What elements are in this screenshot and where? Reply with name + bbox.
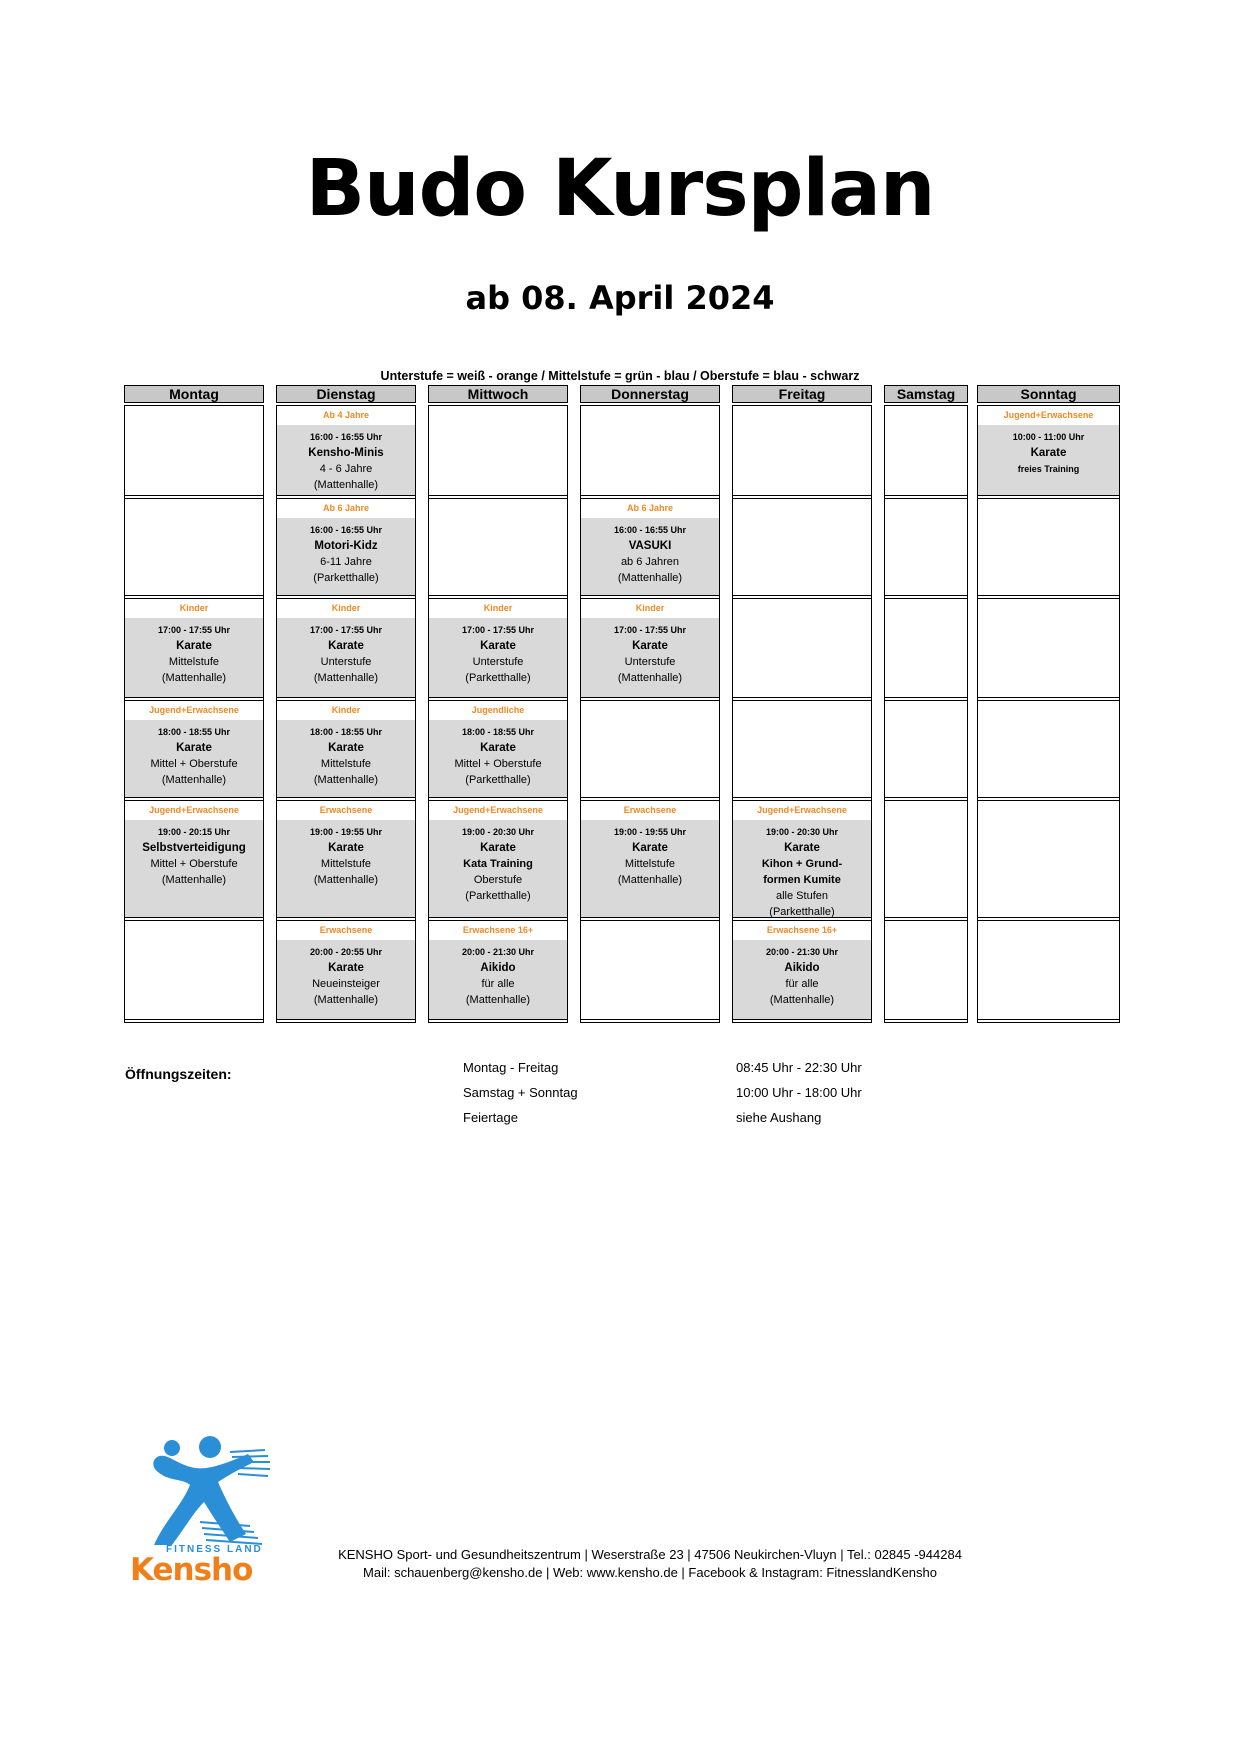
course-location: (Mattenhalle): [617, 874, 683, 886]
course-time: 17:00 - 17:55 Uhr: [461, 625, 535, 635]
course-time: 18:00 - 18:55 Uhr: [309, 727, 383, 737]
course-time: 19:00 - 20:30 Uhr: [461, 827, 535, 837]
course-cell: [977, 405, 1120, 496]
course-level: Neueinsteiger: [312, 978, 380, 990]
course-details: [429, 720, 567, 798]
course-details: [125, 720, 263, 798]
course-name: Karate: [328, 842, 364, 854]
course-level: Mittel + Oberstufe: [150, 858, 238, 870]
level-legend: Unterstufe = weiß - orange / Mittelstufe = grün - blau / Oberstufe = blau - schwarz: [380, 369, 860, 383]
day-header: Freitag: [732, 385, 872, 403]
empty-cell: [977, 920, 1120, 1020]
course-level: Mittelstufe: [624, 858, 676, 870]
course-location: (Mattenhalle): [161, 774, 227, 786]
course-time: 17:00 - 17:55 Uhr: [613, 625, 687, 635]
footer-contact: Mail: schauenberg@kensho.de | Web: www.kensho.de | Facebook & Instagram: FitnesslandKensho: [363, 1565, 937, 1580]
course-category: Erwachsene 16+: [429, 921, 567, 940]
empty-cell: [124, 405, 264, 496]
day-column: [977, 385, 1120, 1025]
course-name: VASUKI: [628, 540, 672, 552]
course-name: Kensho-Minis: [308, 447, 384, 459]
course-level: Unterstufe: [472, 656, 524, 668]
course-name: Karate: [480, 742, 516, 754]
course-subtitle: Kata Training: [463, 858, 533, 870]
day-header: Dienstag: [276, 385, 416, 403]
day-header: Mittwoch: [428, 385, 568, 403]
course-cell: [276, 405, 416, 496]
course-category: Erwachsene: [277, 921, 415, 940]
course-level: Unterstufe: [320, 656, 372, 668]
empty-cell: [732, 405, 872, 496]
course-level: 4 - 6 Jahre: [319, 463, 373, 475]
course-cell: [428, 920, 568, 1020]
logo-name: Kensho: [130, 1552, 253, 1588]
course-details: [277, 820, 415, 918]
day-header: Sonntag: [977, 385, 1120, 403]
course-location: (Mattenhalle): [313, 479, 379, 491]
course-category: Jugend+Erwachsene: [978, 406, 1119, 425]
day-column: [732, 385, 872, 1025]
course-location: (Mattenhalle): [769, 994, 835, 1006]
empty-cell: [732, 498, 872, 596]
empty-cell: [124, 498, 264, 596]
course-name: Karate: [328, 640, 364, 652]
course-name: Karate: [784, 842, 820, 854]
course-cell: [428, 700, 568, 798]
day-column: [124, 385, 264, 1025]
course-category: Jugend+Erwachsene: [733, 801, 871, 820]
course-name: Karate: [480, 640, 516, 652]
course-level: alle Stufen: [776, 890, 828, 902]
course-name: Karate: [328, 962, 364, 974]
opening-hours-label: Öffnungszeiten:: [125, 1066, 232, 1082]
course-cell: [580, 498, 720, 596]
course-category: Jugend+Erwachsene: [125, 801, 263, 820]
empty-cell: [977, 598, 1120, 698]
course-details: [277, 720, 415, 798]
course-cell: [276, 498, 416, 596]
course-location: (Mattenhalle): [465, 994, 531, 1006]
course-details: [277, 940, 415, 1020]
empty-cell: [732, 700, 872, 798]
empty-cell: [977, 498, 1120, 596]
course-time: 19:00 - 19:55 Uhr: [309, 827, 383, 837]
course-cell: [276, 800, 416, 918]
course-level: für alle: [481, 978, 515, 990]
course-name: Motori-Kidz: [314, 540, 378, 552]
course-category: Jugend+Erwachsene: [125, 701, 263, 720]
course-details: [125, 618, 263, 698]
empty-cell: [977, 700, 1120, 798]
course-details: [978, 425, 1119, 496]
page-title: Budo Kursplan: [305, 144, 935, 234]
day-column: [884, 385, 968, 1025]
course-details: [277, 518, 415, 596]
course-cell: [124, 800, 264, 918]
course-cell: [276, 920, 416, 1020]
course-subtitle: Kihon + Grund-: [761, 858, 843, 870]
empty-cell: [580, 920, 720, 1020]
empty-cell: [977, 800, 1120, 918]
course-level: 6-11 Jahre: [320, 556, 372, 568]
course-time: 19:00 - 20:15 Uhr: [157, 827, 231, 837]
empty-cell: [884, 700, 968, 798]
course-time: 16:00 - 16:55 Uhr: [309, 525, 383, 535]
page-subtitle: ab 08. April 2024: [465, 279, 775, 317]
logo-tagline: FITNESS LAND: [166, 1544, 263, 1555]
empty-cell: [884, 800, 968, 918]
course-details: [429, 940, 567, 1020]
course-category: Jugend+Erwachsene: [429, 801, 567, 820]
empty-cell: [124, 920, 264, 1020]
course-name: Aikido: [784, 962, 820, 974]
day-header: Samstag: [884, 385, 968, 403]
course-details: [277, 425, 415, 496]
opening-time: siehe Aushang: [736, 1110, 822, 1125]
course-category: Jugendliche: [429, 701, 567, 720]
course-name: Karate: [480, 842, 516, 854]
course-time: 18:00 - 18:55 Uhr: [461, 727, 535, 737]
course-cell: [428, 800, 568, 918]
course-level: Mittelstufe: [320, 758, 372, 770]
course-level: Oberstufe: [473, 874, 523, 886]
course-cell: [276, 700, 416, 798]
empty-cell: [884, 598, 968, 698]
course-location: (Mattenhalle): [617, 672, 683, 684]
course-category: Kinder: [277, 701, 415, 720]
course-details: [733, 820, 871, 918]
opening-time: 08:45 Uhr - 22:30 Uhr: [736, 1060, 862, 1075]
course-time: 20:00 - 20:55 Uhr: [309, 947, 383, 957]
course-category: Ab 4 Jahre: [277, 406, 415, 425]
course-cell: [732, 920, 872, 1020]
opening-days: Montag - Freitag: [463, 1060, 559, 1075]
course-category: Kinder: [581, 599, 719, 618]
course-name: Karate: [1030, 447, 1067, 459]
course-name: Selbstverteidigung: [142, 842, 246, 854]
day-header: Montag: [124, 385, 264, 403]
empty-cell: [884, 920, 968, 1020]
course-name: Karate: [632, 640, 668, 652]
course-level: Mittelstufe: [168, 656, 220, 668]
course-details: [277, 618, 415, 698]
course-category: Erwachsene 16+: [733, 921, 871, 940]
course-location: (Parketthalle): [465, 890, 531, 902]
empty-cell: [732, 598, 872, 698]
course-category: Kinder: [125, 599, 263, 618]
course-cell: [732, 800, 872, 918]
course-location: (Parketthalle): [465, 672, 531, 684]
course-location: (Mattenhalle): [313, 774, 379, 786]
course-location: (Mattenhalle): [161, 874, 227, 886]
course-cell: [580, 598, 720, 698]
course-name: Karate: [176, 640, 212, 652]
course-level: Mittelstufe: [320, 858, 372, 870]
course-category: Kinder: [277, 599, 415, 618]
course-details: [581, 518, 719, 596]
course-time: 18:00 - 18:55 Uhr: [157, 727, 231, 737]
course-category: Ab 6 Jahre: [277, 499, 415, 518]
day-header: Donnerstag: [580, 385, 720, 403]
course-level: für alle: [785, 978, 819, 990]
empty-cell: [884, 405, 968, 496]
day-column: [428, 385, 568, 1025]
kensho-logo: [130, 1430, 275, 1588]
course-cell: [580, 800, 720, 918]
course-cell: [428, 598, 568, 698]
course-details: [429, 820, 567, 918]
course-time: 20:00 - 21:30 Uhr: [765, 947, 839, 957]
course-level: Unterstufe: [624, 656, 676, 668]
course-time: 16:00 - 16:55 Uhr: [309, 432, 383, 442]
day-column: [580, 385, 720, 1025]
course-category: Kinder: [429, 599, 567, 618]
course-time: 19:00 - 19:55 Uhr: [613, 827, 687, 837]
course-cell: [124, 598, 264, 698]
opening-days: Samstag + Sonntag: [463, 1085, 578, 1100]
course-location: (Parketthalle): [313, 572, 379, 584]
course-level: Mittel + Oberstufe: [150, 758, 238, 770]
empty-cell: [884, 498, 968, 596]
course-level: ab 6 Jahren: [620, 556, 680, 568]
empty-cell: [428, 498, 568, 596]
course-level: Mittel + Oberstufe: [454, 758, 542, 770]
course-details: [733, 940, 871, 1020]
course-category: Erwachsene: [581, 801, 719, 820]
course-location: (Mattenhalle): [617, 572, 683, 584]
empty-cell: [428, 405, 568, 496]
course-time: 16:00 - 16:55 Uhr: [613, 525, 687, 535]
course-time: 20:00 - 21:30 Uhr: [461, 947, 535, 957]
course-category: Ab 6 Jahre: [581, 499, 719, 518]
schedule-grid: [124, 385, 1120, 1025]
footer: [330, 1546, 970, 1582]
course-name: Karate: [328, 742, 364, 754]
course-time: 17:00 - 17:55 Uhr: [309, 625, 383, 635]
course-details: [429, 618, 567, 698]
course-location: (Mattenhalle): [313, 994, 379, 1006]
course-cell: [276, 598, 416, 698]
course-name: Karate: [176, 742, 212, 754]
opening-days: Feiertage: [463, 1110, 518, 1125]
course-details: [125, 820, 263, 918]
course-time: 10:00 - 11:00 Uhr: [1012, 432, 1085, 442]
course-category: Erwachsene: [277, 801, 415, 820]
course-location: (Parketthalle): [465, 774, 531, 786]
course-time: 17:00 - 17:55 Uhr: [157, 625, 231, 635]
course-name: Aikido: [480, 962, 516, 974]
course-time: 19:00 - 20:30 Uhr: [765, 827, 839, 837]
course-location: (Mattenhalle): [161, 672, 227, 684]
course-details: [581, 618, 719, 698]
opening-time: 10:00 Uhr - 18:00 Uhr: [736, 1085, 862, 1100]
empty-cell: [580, 405, 720, 496]
course-subtitle: formen Kumite: [763, 874, 841, 886]
course-name: Karate: [632, 842, 668, 854]
course-location: (Mattenhalle): [313, 874, 379, 886]
course-details: [581, 820, 719, 918]
empty-cell: [580, 700, 720, 798]
day-column: [276, 385, 416, 1025]
course-level: freies Training: [1017, 464, 1080, 474]
course-cell: [124, 700, 264, 798]
course-location: (Mattenhalle): [313, 672, 379, 684]
footer-address: KENSHO Sport- und Gesundheitszentrum | Weserstraße 23 | 47506 Neukirchen-Vluyn | Tel.: 02845 -944284: [338, 1547, 962, 1562]
course-location: (Parketthalle): [769, 906, 835, 918]
